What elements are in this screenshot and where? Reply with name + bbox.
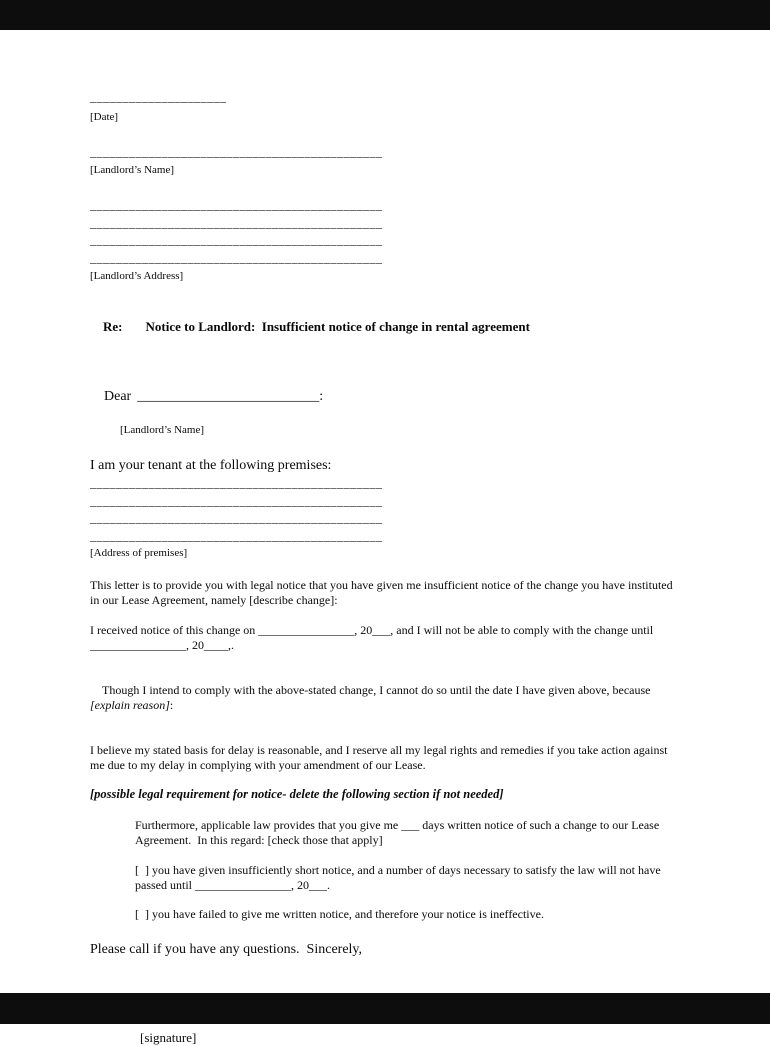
address-blank-line: _____________________________________________ xyxy=(90,215,383,230)
para-comply-delay-text: Though I intend to comply with the above-stated change, I cannot do so until the date I have given above, because xyxy=(102,683,654,697)
explain-reason-placeholder: [explain reason] xyxy=(90,698,170,712)
landlord-name-label: [Landlord’s Name] xyxy=(90,164,174,176)
premises-blank-line: _____________________________________________ xyxy=(90,528,383,543)
premises-intro: I am your tenant at the following premises: xyxy=(90,458,332,473)
salutation-text: Dear xyxy=(104,389,132,404)
salutation-sub-label: [Landlord’s Name] xyxy=(120,424,204,436)
closing-line: Please call if you have any questions. Sincerely, xyxy=(90,942,363,957)
subject-prefix: Re: xyxy=(103,319,123,334)
para-received-notice: I received notice of this change on ________________, 20___, and I will not be able to comply with the change until ________________, 20____,. xyxy=(90,623,657,652)
para-comply-delay xyxy=(90,668,682,728)
address-blank-line: _____________________________________________ xyxy=(90,250,383,265)
scan-artifact-bar-bottom xyxy=(0,993,770,1024)
para-comply-delay-colon: : xyxy=(169,698,174,712)
checkbox-option-short-notice: [ ] you have given insufficiently short notice, and a number of days necessary to satisfy the law will not have passed until ________________, 20___. xyxy=(135,863,664,892)
checkbox-option-no-written-notice: [ ] you have failed to give me written notice, and therefore your notice is ineffective. xyxy=(135,907,544,921)
premises-blank-line: _____________________________________________ xyxy=(90,493,383,508)
landlord-address-label: [Landlord’s Address] xyxy=(90,270,184,282)
subject-line xyxy=(90,303,682,351)
section-delete-note: [possible legal requirement for notice- delete the following section if not needed] xyxy=(90,787,504,801)
premises-label: [Address of premises] xyxy=(90,547,188,559)
letter-page xyxy=(0,30,770,1045)
signature-label: [signature] xyxy=(140,1030,197,1045)
para-insufficient-notice: This letter is to provide you with legal notice that you have given me insufficient notice of the change you have instituted in our Lease Agreement, namely [describe change]: xyxy=(90,578,676,607)
landlord-name-blank-line: _____________________________________________ xyxy=(90,145,383,159)
para-furthermore: Furthermore, applicable law provides that you give me ___ days written notice of such a change to our Lease Agreement. In this regard: [check those that apply] xyxy=(135,818,662,847)
premises-lines xyxy=(90,475,682,545)
landlord-address-lines xyxy=(90,197,682,267)
premises-blank-line: _____________________________________________ xyxy=(90,476,383,490)
salutation-blank-line: __________________________ xyxy=(137,389,320,404)
date-label: [Date] xyxy=(90,111,119,123)
date-blank-line: _____________________ xyxy=(90,90,227,104)
salutation-colon: : xyxy=(319,389,324,404)
salutation-line xyxy=(90,370,682,424)
subject-title: Notice to Landlord: Insufficient notice of change in rental agreement xyxy=(145,319,530,334)
premises-blank-line: _____________________________________________ xyxy=(90,511,383,525)
address-blank-line: _____________________________________________ xyxy=(90,233,383,247)
address-blank-line: _____________________________________________ xyxy=(90,198,383,212)
scan-artifact-bar-top xyxy=(0,0,770,30)
para-rights-reserved: I believe my stated basis for delay is reasonable, and I reserve all my legal rights and remedies if you take action against me due to my delay in complying with your amendment of our Lease. xyxy=(90,743,671,772)
